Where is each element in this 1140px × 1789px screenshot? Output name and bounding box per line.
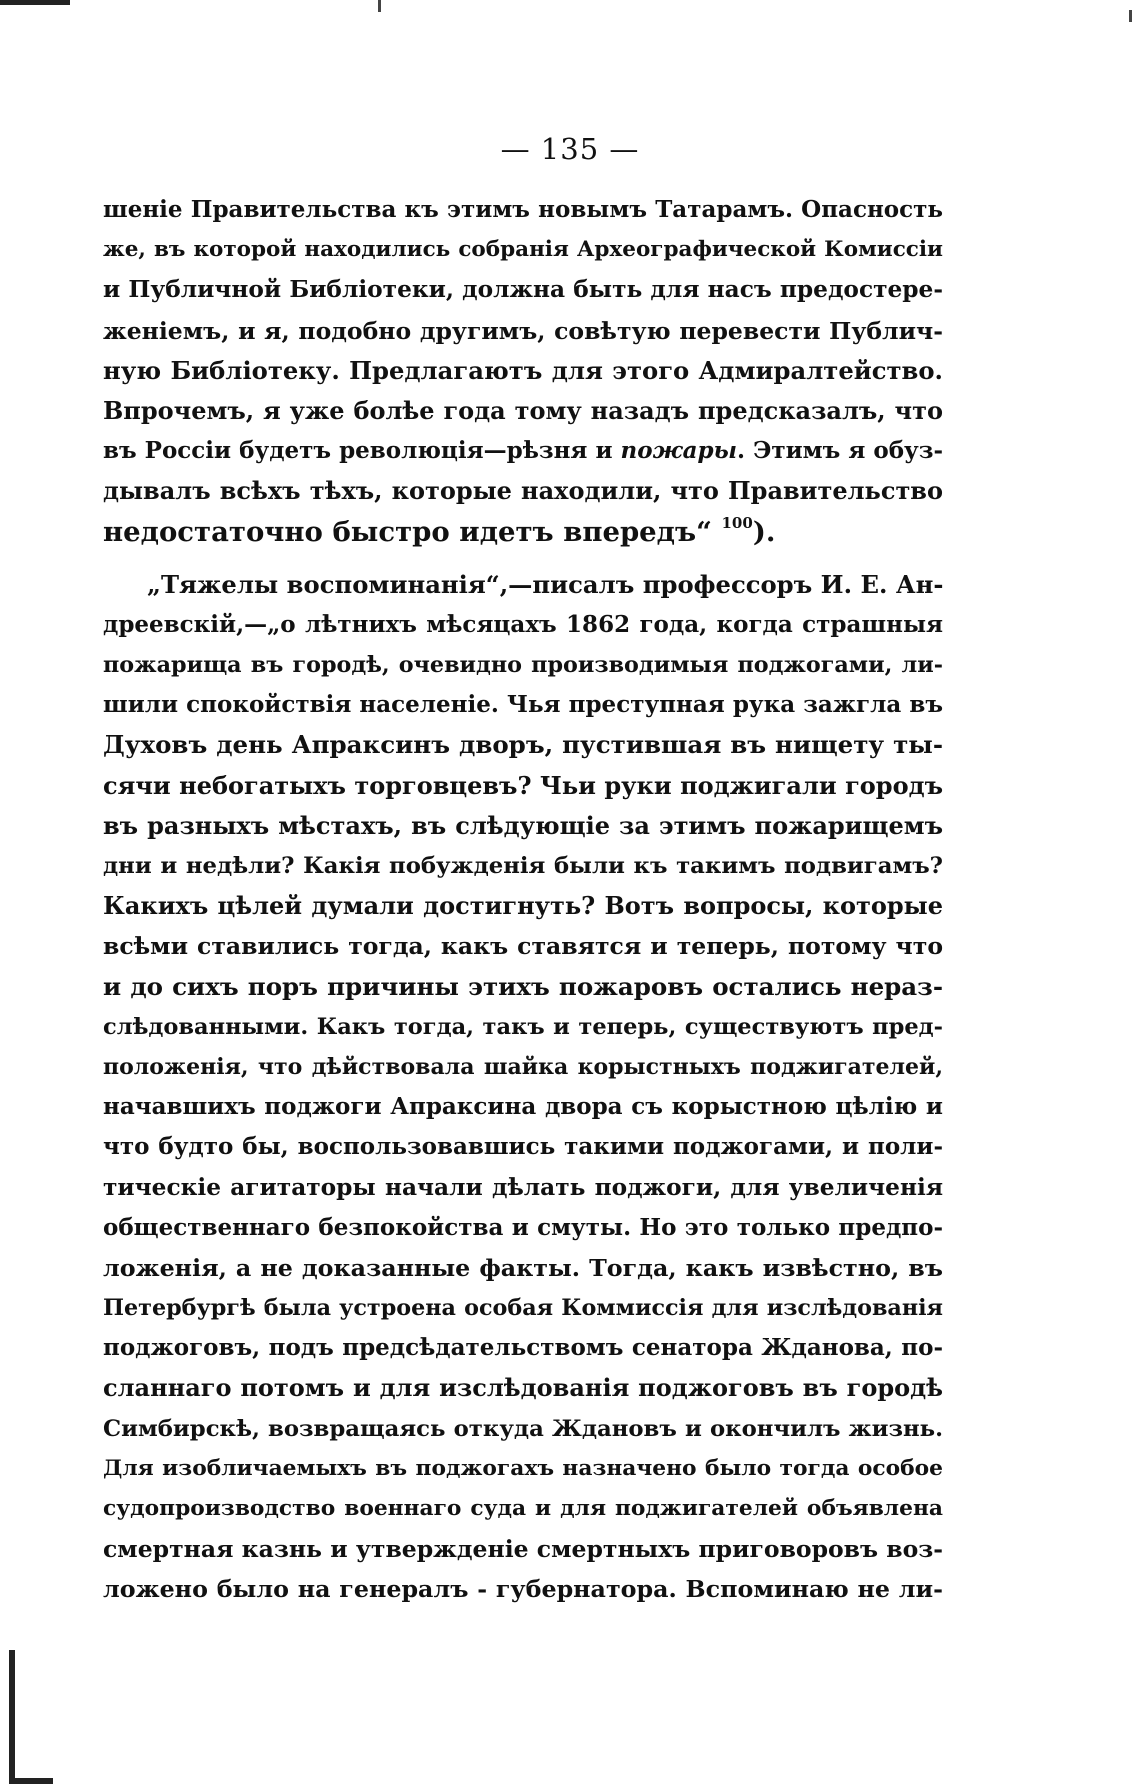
text-line: женіемъ, и я, подобно другимъ, совѣтую перевести Публич- [103,316,943,345]
text-line [103,431,943,471]
scan-artifact-bottom [9,1778,53,1784]
text-line: же, въ которой находились собранія Археографической Комиссіи [103,237,943,263]
footnote-marker: 100 [721,514,753,533]
text-line: смертная казнь и утвержденіе смертныхъ приговоровъ воз- [103,1535,943,1564]
text-line-first: „Тяжелы воспоминанія“,—писалъ профессоръ И. Е. Ан- [147,569,944,599]
text-segment: въ Россіи будетъ революція—рѣзня и [103,437,621,465]
scan-artifact-top [0,0,70,5]
text-line: дывалъ всѣхъ тѣхъ, которые находили, что Правительство [103,476,943,506]
text-line: пожарища въ городѣ, очевидно производимыя поджогами, ли- [103,652,943,679]
text-line: сячи небогатыхъ торговцевъ? Чьи руки поджигали городъ [103,770,943,800]
text-line: дни и недѣли? Какія побужденія были къ такимъ подвигамъ? [103,853,943,879]
text-line: положенія, что дѣйствовала шайка корыстныхъ поджигателей, [103,1053,943,1080]
text-segment: ). [752,515,776,548]
text-line: что будто бы, воспользовавшись такими поджогами, и поли- [103,1133,943,1161]
scan-artifact-left-edge [9,1650,15,1780]
italic-word: пожары [620,437,738,465]
text-line: сланнаго потомъ и для изслѣдованія поджоговъ въ городѣ [103,1373,943,1403]
text-line: шеніе Правительства къ этимъ новымъ Татарамъ. Опасность [103,196,943,223]
text-line: судопроизводство военнаго суда и для поджигателей объявлена [103,1496,943,1521]
text-line: Петербургѣ была устроена особая Коммиссія для изслѣдованія [103,1295,943,1322]
scan-artifact-dot [1129,10,1132,22]
text-line: Впрочемъ, я уже болѣе года тому назадъ предсказалъ, что [103,395,943,425]
text-line: поджоговъ, подъ предсѣдательствомъ сенатора Жданова, по- [103,1334,943,1362]
body-text [103,190,943,1610]
text-line: и Публичной Библіотеки, должна быть для насъ предостере- [103,276,943,304]
text-line: Какихъ цѣлей думали достигнуть? Вотъ вопросы, которые [103,891,943,921]
text-line: Духовъ день Апраксинъ дворъ, пустившая въ нищету ты- [103,730,943,760]
scan-artifact-dot [378,0,381,12]
text-line: и до сихъ поръ причины этихъ пожаровъ остались нераз- [103,971,943,1001]
text-line: тическіе агитаторы начали дѣлать поджоги, для увеличенія [103,1173,943,1201]
text-line: Симбирскѣ, возвращаясь откуда Ждановъ и окончилъ жизнь. [103,1415,943,1442]
text-line: ную Библіотеку. Предлагаютъ для этого Адмиралтейство. [103,355,943,385]
text-line: ложенія, а не доказанные факты. Тогда, какъ извѣстно, въ [103,1253,943,1282]
page-number: — 135 — [500,132,640,166]
text-line: шили спокойствія населеніе. Чья преступная рука зажгла въ [103,691,943,719]
paragraph-gap [103,552,943,565]
text-segment: . Этимъ я обуз- [737,437,943,465]
text-line [103,512,943,552]
text-line: общественнаго безпокойства и смуты. Но это только предпо- [103,1213,943,1241]
text-line: ложено было на генералъ - губернатора. Вспоминаю не ли- [103,1575,943,1604]
text-line: дреевскій,—„о лѣтнихъ мѣсяцахъ 1862 года, когда страшныя [103,610,943,638]
text-line: всѣми ставились тогда, какъ ставятся и теперь, потому что [103,932,943,961]
text-line: начавшихъ поджоги Апраксина двора съ корыстною цѣлію и [103,1093,943,1121]
text-line: Для изобличаемыхъ въ поджогахъ назначено было тогда особое [103,1455,943,1481]
text-line: слѣдованными. Какъ тогда, такъ и теперь, существуютъ пред- [103,1013,943,1040]
text-line: въ разныхъ мѣстахъ, въ слѣдующіе за этимъ пожарищемъ [103,810,943,840]
text-segment: недостаточно быстро идетъ впередъ“ [103,515,722,548]
